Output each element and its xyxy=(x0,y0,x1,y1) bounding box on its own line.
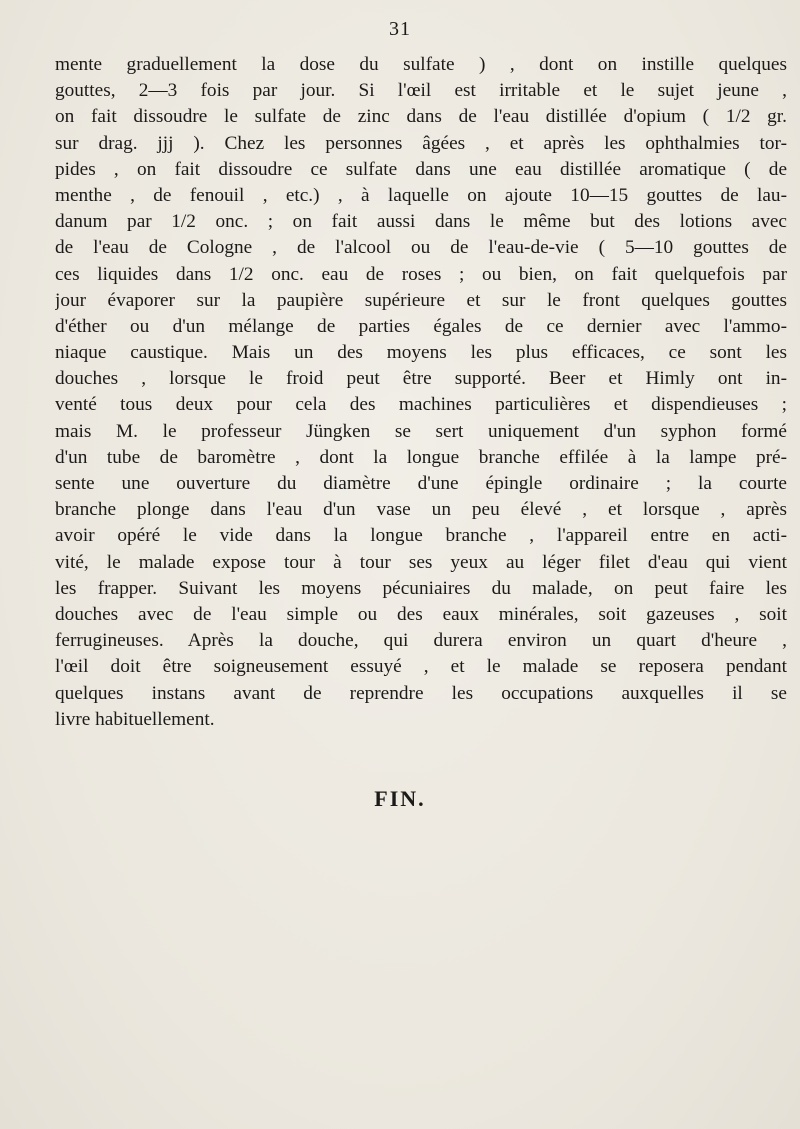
text-line: venté tous deux pour cela des machines particulières et dispendieuses ; xyxy=(55,394,787,416)
text-line: branche plonge dans l'eau d'un vase un peu élevé , et lorsque , après xyxy=(55,499,787,521)
text-line: danum par 1/2 onc. ; on fait aussi dans le même but des lotions avec xyxy=(55,211,787,233)
text-line: les frapper. Suivant les moyens pécuniaires du malade, on peut faire les xyxy=(55,577,787,599)
text-line: douches avec de l'eau simple ou des eaux minérales, soit gazeuses , soit xyxy=(55,603,787,625)
text-line: pides , on fait dissoudre ce sulfate dans une eau distillée aromatique ( de xyxy=(55,158,787,180)
text-line: on fait dissoudre le sulfate de zinc dans de l'eau distillée d'opium ( 1/2 gr. xyxy=(55,106,787,128)
text-line: l'œil doit être soigneusement essuyé , et le malade se reposera pendant xyxy=(55,656,787,678)
text-line: mente graduellement la dose du sulfate ) , dont on instille quelques xyxy=(55,54,787,75)
text-line: jour évaporer sur la paupière supérieure et sur le front quelques gouttes xyxy=(55,289,787,311)
text-line: menthe , de fenouil , etc.) , à laquelle on ajoute 10—15 gouttes de lau- xyxy=(55,184,787,206)
text-line: quelques instans avant de reprendre les occupations auxquelles il se xyxy=(55,682,787,704)
text-line: niaque caustique. Mais un des moyens les plus efficaces, ce sont les xyxy=(55,342,787,364)
text-line: sur drag. jjj ). Chez les personnes âgées , et après les ophthalmies tor- xyxy=(55,132,787,154)
text-line: vité, le malade expose tour à tour ses yeux au léger filet d'eau qui vient xyxy=(55,551,787,573)
text-line: ces liquides dans 1/2 onc. eau de roses ; ou bien, on fait quelquefois par xyxy=(55,263,787,285)
text-line: livre habituellement. xyxy=(55,708,215,730)
text-line: avoir opéré le vide dans la longue branche , l'appareil entre en acti- xyxy=(55,525,787,547)
closing-fin: FIN. xyxy=(374,786,426,811)
body-paragraph xyxy=(55,52,787,733)
text-line: sente une ouverture du diamètre d'une épingle ordinaire ; la courte xyxy=(55,473,787,494)
text-line: d'éther ou d'un mélange de parties égales de ce dernier avec l'ammo- xyxy=(55,315,787,337)
text-line: de l'eau de Cologne , de l'alcool ou de l'eau-de-vie ( 5—10 gouttes de xyxy=(55,237,787,259)
text-line: douches , lorsque le froid peut être supporté. Beer et Himly ont in- xyxy=(55,368,787,390)
text-line: gouttes, 2—3 fois par jour. Si l'œil est irritable et le sujet jeune , xyxy=(55,80,787,102)
text-line: ferrugineuses. Après la douche, qui durera environ un quart d'heure , xyxy=(55,630,787,652)
text-line: mais M. le professeur Jüngken se sert uniquement d'un syphon formé xyxy=(55,420,787,442)
page-number: 31 xyxy=(389,18,411,40)
text-line: d'un tube de baromètre , dont la longue branche effilée à la lampe pré- xyxy=(55,446,787,468)
